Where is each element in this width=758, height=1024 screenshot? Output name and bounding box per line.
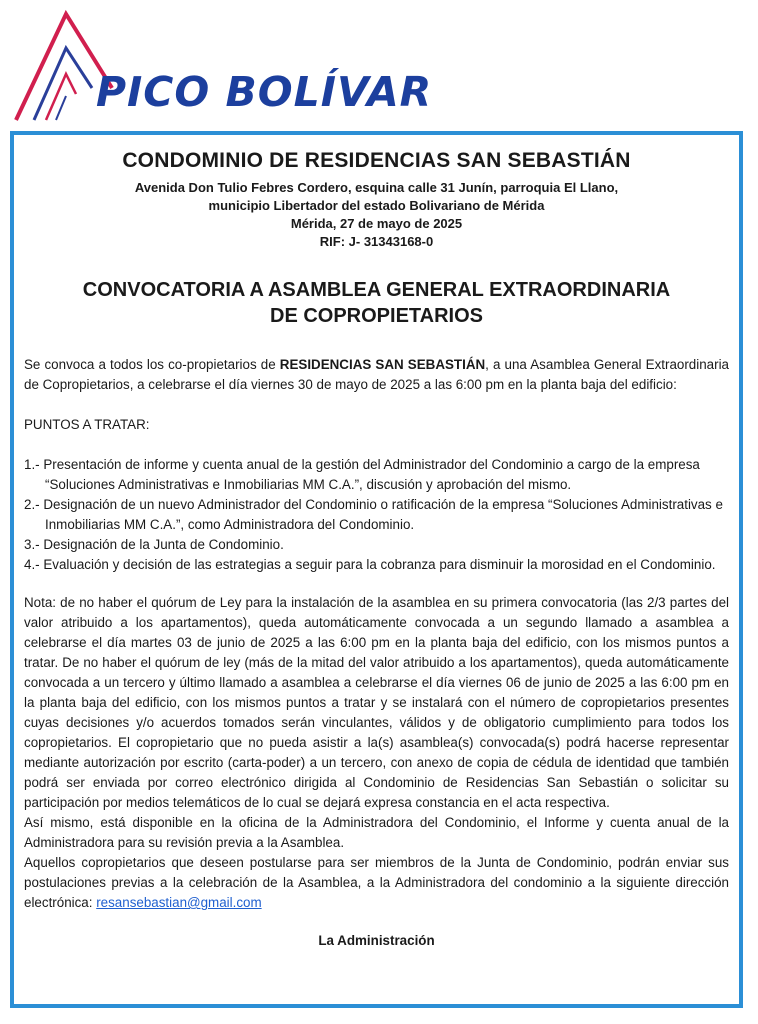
convocatoria-title-line-2: DE COPROPIETARIOS <box>270 305 483 327</box>
nota-paragraph: Nota: de no haber el quórum de Ley para la instalación de la asamblea en su primera convocatoria (las 2/3 partes del valor atribuido a los apartamentos), queda automáticamente convocada a un segundo llamado a asamblea a celebrarse el día martes 03 de junio de 2025 a las 6:00 pm en la planta baja del edificio, con los mismos puntos a tratar. De no haber el quórum de ley (más de la mitad del valor atribuido a los apartamentos), queda automáticamente convocada a un tercero y último llamado a asamblea a celebrarse el día viernes 06 de junio de 2025 a las 6:00 pm en la planta baja del edificio, con los mismos puntos a tratar y se instalará con el número de copropietarios presentes cuyas decisiones y/o acuerdos tomados serán vinculantes, válidos y de obligatorio cumplimiento para todos los copropietarios. El copropietario que no pueda asistir a la(s) asamblea(s) convocada(s) podrá hacerse representar mediante autorización por escrito (carta-poder) a un tercero, con anexo de copia de cédula de identidad que también podrá ser enviada por correo electrónico dirigida al Condominio de Residencias San Sebastián o solicitar su participación por medios telemáticos de lo cual se dejará expresa constancia en el acta respectiva. <box>24 595 729 810</box>
intro-paragraph <box>24 355 729 395</box>
intro-text-start: Se convoca a todos los co-propietarios de <box>24 357 280 372</box>
pico-bolivar-logo <box>12 8 433 123</box>
rif-number: RIF: J- 31343168-0 <box>319 234 434 249</box>
notice-frame <box>10 131 743 1008</box>
notice-content <box>24 149 729 948</box>
convocatoria-title <box>24 277 729 329</box>
address-line-1: Avenida Don Tulio Febres Cordero, esquina calle 31 Junín, parroquia El Llano, <box>134 180 619 195</box>
list-item: 1.- Presentación de informe y cuenta anual de la gestión del Administrador del Condominio a cargo de la empresa “Soluciones Administrativas e Inmobiliarias MM C.A.”, discusión y aprobación del mismo. <box>24 457 700 492</box>
list-item: 4.- Evaluación y decisión de las estrategias a seguir para la cobranza para disminuir la morosidad en el Condominio. <box>24 557 716 572</box>
condominium-title: CONDOMINIO DE RESIDENCIAS SAN SEBASTIÁN <box>122 149 631 172</box>
notice-date: Mérida, 27 de mayo de 2025 <box>290 216 463 231</box>
signature: La Administración <box>318 933 435 948</box>
puntos-heading: PUNTOS A TRATAR: <box>24 417 150 432</box>
asimismo-paragraph: Así mismo, está disponible en la oficina de la Administradora del Condominio, el Informe y cuenta anual de la Administradora para su revisión previa a la Asamblea. <box>24 815 729 850</box>
list-item: 2.- Designación de un nuevo Administrador del Condominio o ratificación de la empresa “Soluciones Administrativas e Inmobiliarias MM C.A.”, como Administradora del Condominio. <box>24 497 723 532</box>
intro-building-name: RESIDENCIAS SAN SEBASTIÁN <box>279 357 486 372</box>
postulacion-text: Aquellos copropietarios que deseen postularse para ser miembros de la Junta de Condominio, podrán enviar sus postulaciones previas a la celebración de la Asamblea, a la Administradora del condominio a la siguiente dirección electrónica: <box>24 855 729 910</box>
postulacion-paragraph <box>24 853 729 913</box>
puntos-list <box>24 455 729 575</box>
list-item: 3.- Designación de la Junta de Condominio. <box>24 537 284 552</box>
intro-text-end: , a una Asamblea General Extraordinaria de Copropietarios, a celebrarse el día viernes 30 de mayo de 2025 a las 6:00 pm en la planta baja del edificio: <box>24 357 729 392</box>
address-line-2: municipio Libertador del estado Bolivariano de Mérida <box>208 198 545 213</box>
email-link[interactable]: resansebastian@gmail.com <box>96 895 262 910</box>
convocatoria-title-line-1: CONVOCATORIA A ASAMBLEA GENERAL EXTRAORDINARIA <box>82 279 671 301</box>
logo-text: PICO BOLÍVAR <box>96 68 433 116</box>
